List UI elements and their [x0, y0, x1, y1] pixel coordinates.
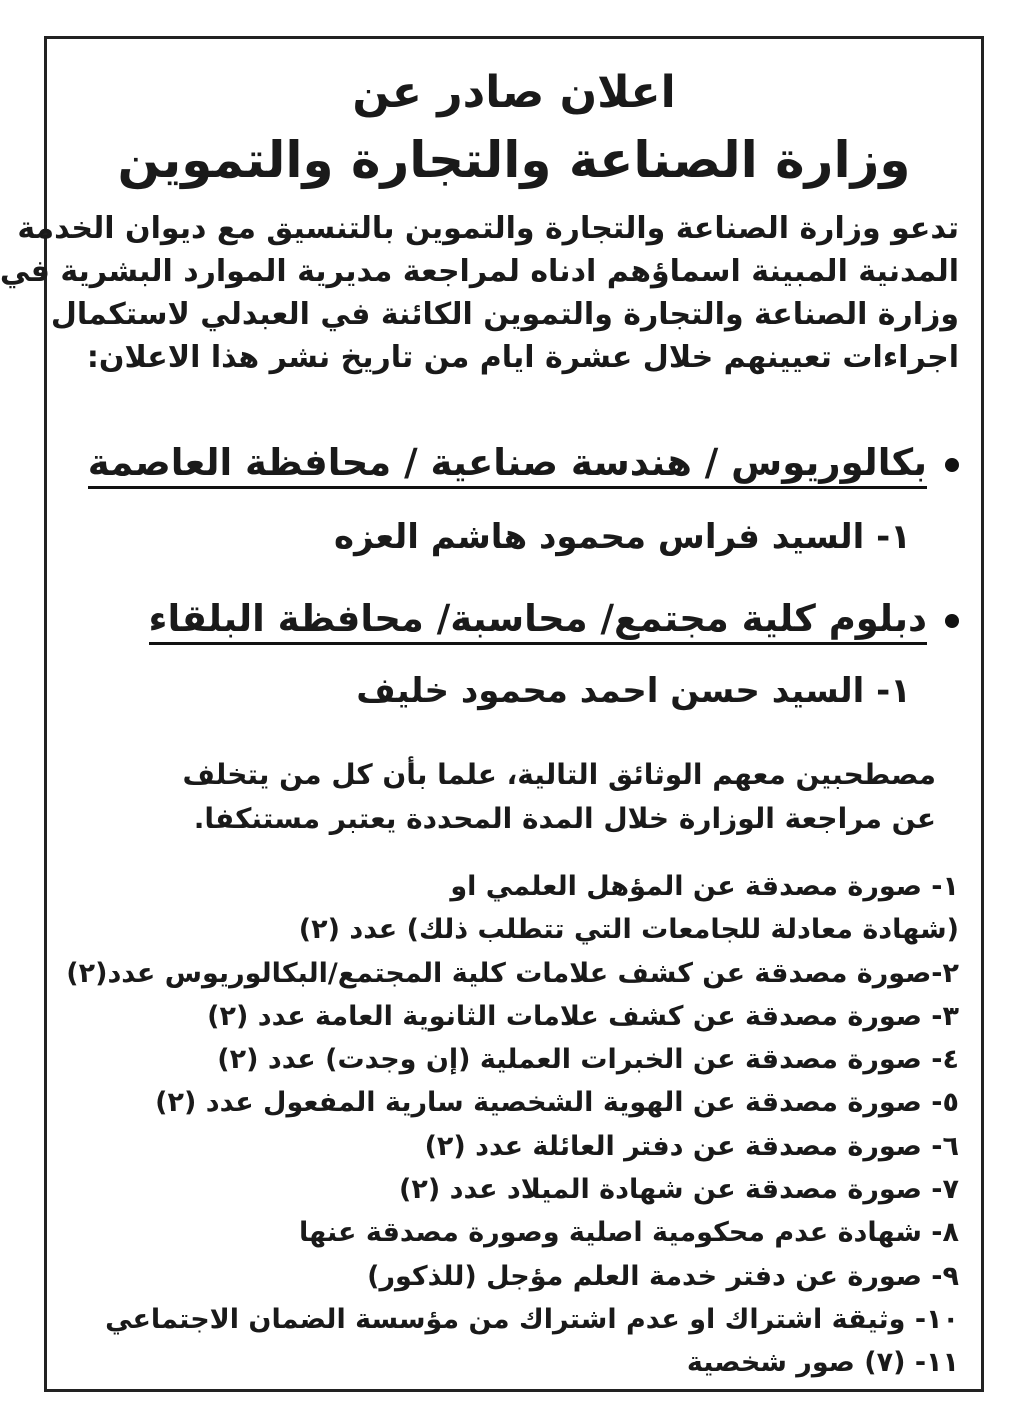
intro-paragraph [0, 207, 959, 379]
document-item: ٣- صورة مصدقة عن كشف علامات الثانوية العامة عدد (٢) [207, 1000, 959, 1032]
note-line: مصطحبين معهم الوثائق التالية، علما بأن كل من يتخلف [182, 758, 936, 791]
note-line: عن مراجعة الوزارة خلال المدة المحددة يعتبر مستنكفا. [193, 802, 936, 835]
announcement-frame [0, 36, 984, 1392]
documents-note [92, 753, 936, 841]
document-item: ١- صورة مصدقة عن المؤهل العلمي او [450, 871, 959, 902]
candidate-name: ١- السيد حسن احمد محمود خليف [356, 671, 911, 711]
document-item: ١١- (٧) صور شخصية [686, 1347, 959, 1379]
document-item: (شهادة معادلة للجامعات التي تتطلب ذلك) عدد (٢) [298, 914, 959, 946]
intro-line: اجراءات تعيينهم خلال عشرة ايام من تاريخ نشر هذا الاعلان: [86, 340, 959, 375]
section-heading-text: دبلوم كلية مجتمع/ محاسبة/ محافظة البلقاء [149, 597, 927, 645]
bullet-icon [945, 614, 959, 628]
document-item: ٦- صورة مصدقة عن دفتر العائلة عدد (٢) [424, 1130, 959, 1162]
document-item: ٩- صورة عن دفتر خدمة العلم مؤجل (للذكور) [367, 1260, 959, 1292]
document-item: ٥- صورة مصدقة عن الهوية الشخصية سارية المفعول عدد (٢) [155, 1087, 959, 1119]
document-item: ١٠- وثيقة اشتراك او عدم اشتراك من مؤسسة الضمان الاجتماعي [105, 1303, 959, 1335]
announcement-title: اعلان صادر عن [352, 67, 676, 118]
bullet-icon [945, 458, 959, 472]
intro-line: وزارة الصناعة والتجارة والتموين الكائنة في العبدلي لاستكمال [50, 297, 959, 332]
intro-line: تدعو وزارة الصناعة والتجارة والتموين بالتنسيق مع ديوان الخدمة [17, 211, 959, 246]
section-heading-bachelor [88, 441, 959, 489]
section-heading-diploma [149, 597, 959, 645]
document-item: ٧- صورة مصدقة عن شهادة الميلاد عدد (٢) [399, 1174, 959, 1206]
candidate-name: ١- السيد فراس محمود هاشم العزه [334, 517, 911, 557]
section-heading-text: بكالوريوس / هندسة صناعية / محافظة العاصمة [88, 441, 927, 489]
document-item: ٨- شهادة عدم محكومية اصلية وصورة مصدقة عنها [299, 1217, 959, 1249]
ministry-name: وزارة الصناعة والتجارة والتموين [117, 131, 911, 189]
document-item: ٤- صورة مصدقة عن الخبرات العملية (إن وجدت) عدد (٢) [217, 1044, 959, 1076]
intro-line: المدنية المبينة اسماؤهم ادناه لمراجعة مديرية الموارد البشرية في [0, 254, 959, 289]
required-documents-list [66, 865, 959, 1385]
document-item: ٢-صورة مصدقة عن كشف علامات كلية المجتمع/البكالوريوس عدد(٢) [66, 957, 959, 989]
